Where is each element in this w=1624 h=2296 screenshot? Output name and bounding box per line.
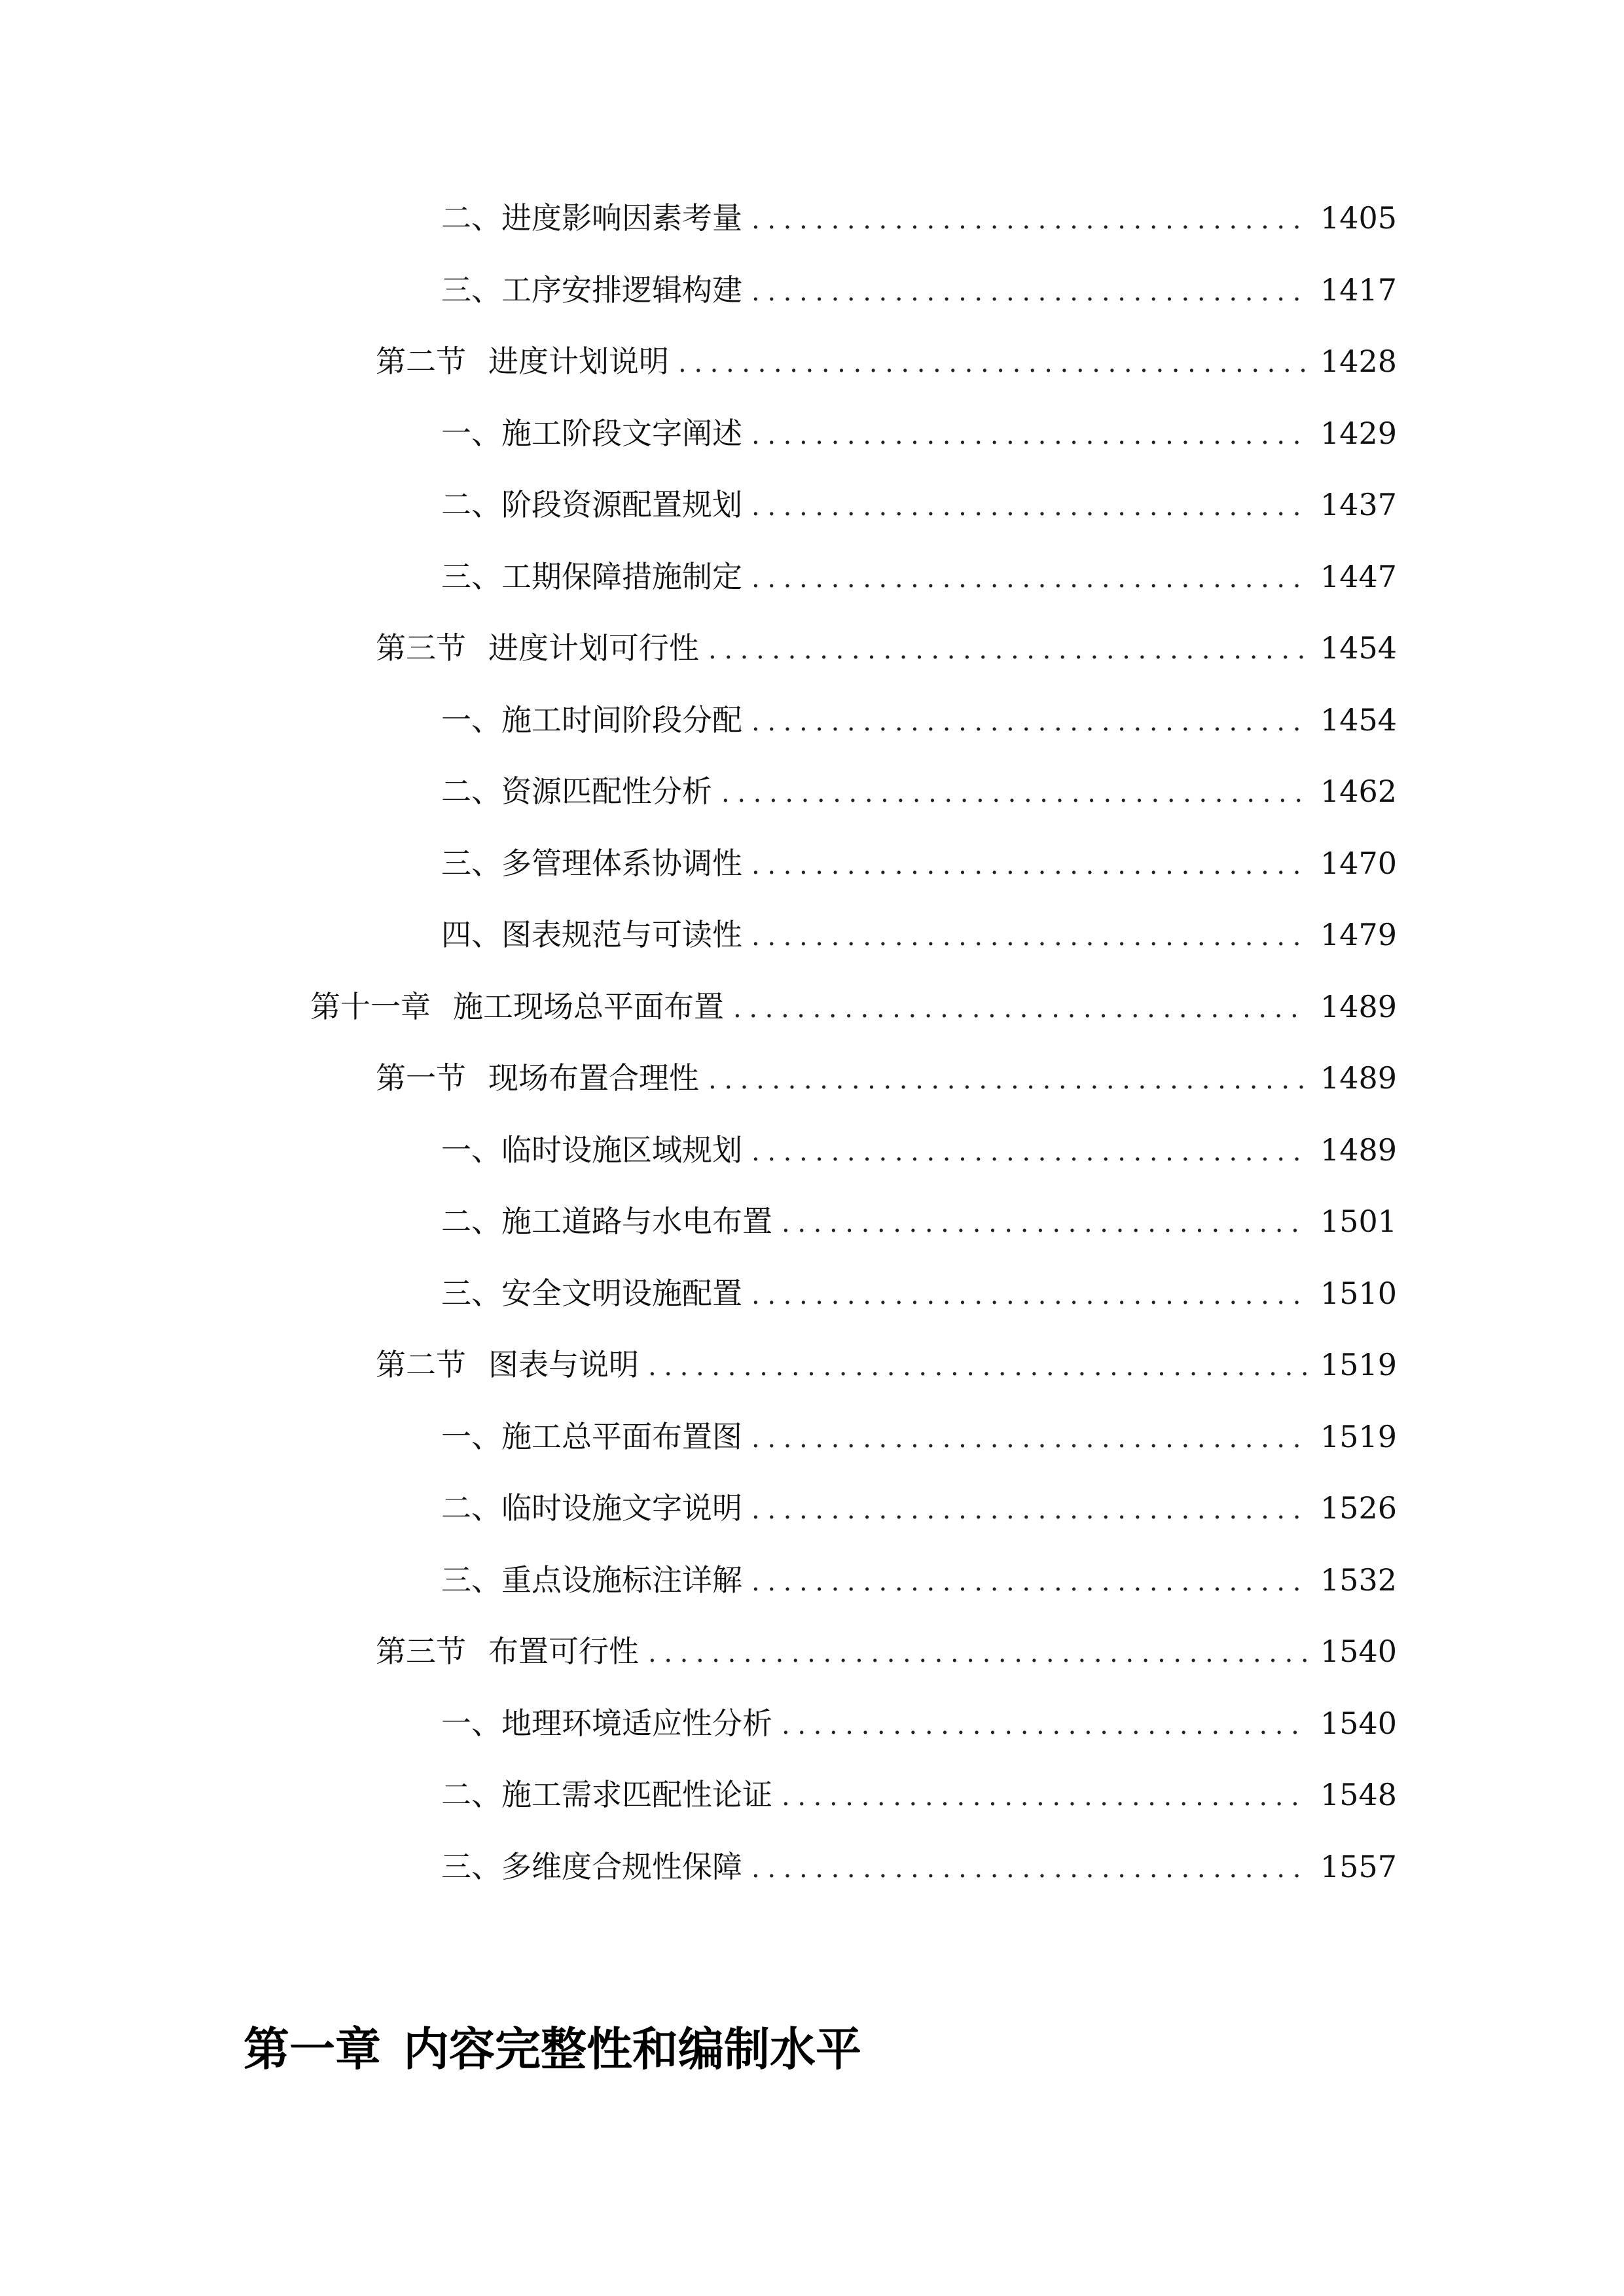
toc-entry-page: 1489 [1320,1060,1398,1096]
leader-dots [678,340,1308,386]
toc-entry-number: 一、 [441,416,501,451]
toc-entry-page: 1540 [1320,1634,1398,1669]
toc-entry-page: 1519 [1320,1347,1398,1382]
toc-entry-number: 二、 [441,1777,501,1812]
toc-entry[interactable] [441,840,1398,886]
leader-dots [721,770,1308,816]
toc-entry-title: 图表规范与可读性 [501,917,742,952]
toc-entry-title: 安全文明设施配置 [501,1276,742,1311]
toc-entry[interactable] [441,195,1398,241]
toc-entry-number: 一、 [441,1706,501,1741]
toc-entry-number: 二、 [441,1204,501,1239]
toc-entry[interactable] [441,1700,1398,1746]
toc-entry-number: 四、 [441,917,501,952]
toc-entry-title: 进度计划说明 [488,344,669,379]
toc-entry-title: 临时设施区域规划 [501,1132,742,1168]
toc-entry-page: 1510 [1320,1276,1398,1311]
chapter-title: 内容完整性和编制水平 [403,2022,861,2076]
toc-entry[interactable] [376,338,1398,384]
chapter-number: 第一章 [244,2022,381,2076]
toc-entry-number: 二、 [441,487,501,522]
toc-entry-page: 1454 [1320,702,1398,738]
leader-dots [751,1272,1308,1318]
toc-entry-title: 图表与说明 [488,1347,639,1382]
toc-entry-page: 1405 [1320,200,1398,236]
toc-entry-page: 1501 [1320,1204,1398,1239]
toc-entry-number: 一、 [441,1419,501,1454]
toc-entry-number: 一、 [441,1132,501,1168]
leader-dots [751,197,1308,243]
toc-entry-page: 1479 [1320,917,1398,952]
toc-entry-number: 二、 [441,200,501,236]
toc-entry-page: 1526 [1320,1490,1398,1526]
chapter-heading [244,2017,861,2082]
toc-entry-title: 阶段资源配置规划 [501,487,742,522]
toc-entry-title: 工期保障措施制定 [501,559,742,594]
leader-dots [648,1344,1308,1390]
leader-dots [751,842,1308,888]
leader-dots [751,1129,1308,1175]
toc-entry-number: 二、 [441,774,501,809]
toc-entry-title: 施工时间阶段分配 [501,702,742,738]
leader-dots [751,269,1308,315]
toc-entry-page: 1417 [1320,272,1398,308]
toc-entry-title: 现场布置合理性 [488,1060,699,1096]
toc-entry[interactable] [376,1055,1398,1101]
toc-entry-page: 1540 [1320,1706,1398,1741]
toc-entry[interactable] [441,1270,1398,1316]
toc-entry-title: 施工总平面布置图 [501,1419,742,1454]
toc-entry-number: 第二节 [376,1347,466,1382]
toc-entry-title: 施工需求匹配性论证 [501,1777,772,1812]
toc-entry[interactable] [441,1127,1398,1173]
toc-entry-title: 进度影响因素考量 [501,200,742,236]
toc-entry-page: 1454 [1320,630,1398,666]
leader-dots [648,1630,1308,1676]
toc-entry[interactable] [441,697,1398,743]
toc-entry-title: 施工现场总平面布置 [453,989,724,1024]
toc-entry[interactable] [441,1844,1398,1890]
toc-entry-number: 一、 [441,702,501,738]
toc-entry-page: 1489 [1320,1132,1398,1168]
toc-entry-number: 二、 [441,1490,501,1526]
toc-entry-number: 第三节 [376,1634,466,1669]
leader-dots [751,1559,1308,1605]
toc-entry-number: 三、 [441,272,501,308]
toc-entry-number: 第十一章 [310,989,431,1024]
leader-dots [751,484,1308,529]
toc-entry[interactable] [441,267,1398,313]
leader-dots [782,1702,1308,1748]
toc-entry[interactable] [441,912,1398,958]
toc-entry[interactable] [441,1485,1398,1531]
toc-entry-title: 施工阶段文字阐述 [501,416,742,451]
toc-entry-title: 施工道路与水电布置 [501,1204,772,1239]
toc-entry-page: 1548 [1320,1777,1398,1812]
toc-entry-title: 多维度合规性保障 [501,1849,742,1884]
toc-entry-page: 1428 [1320,344,1398,379]
toc-entry-number: 第二节 [376,344,466,379]
toc-entry-title: 资源匹配性分析 [501,774,712,809]
toc-entry[interactable] [441,1414,1398,1460]
leader-dots [751,914,1308,960]
leader-dots [733,986,1308,1031]
toc-entry-number: 第一节 [376,1060,466,1096]
toc-entry[interactable] [441,554,1398,600]
toc-entry-page: 1519 [1320,1419,1398,1454]
leader-dots [751,556,1308,601]
toc-entry-title: 布置可行性 [488,1634,639,1669]
toc-entry-number: 三、 [441,1562,501,1598]
toc-entry-title: 多管理体系协调性 [501,846,742,881]
toc-entry-number: 三、 [441,559,501,594]
toc-entry[interactable] [441,1772,1398,1818]
toc-entry-title: 工序安排逻辑构建 [501,272,742,308]
toc-entry-title: 进度计划可行性 [488,630,699,666]
leader-dots [751,412,1308,458]
toc-entry-number: 第三节 [376,630,466,666]
leader-dots [751,1846,1308,1892]
toc-entry-page: 1462 [1320,774,1398,809]
toc-entry[interactable] [441,1557,1398,1603]
toc-entry-number: 三、 [441,1276,501,1311]
leader-dots [751,699,1308,745]
toc-entry-page: 1489 [1320,989,1398,1024]
toc-entry-number: 三、 [441,846,501,881]
toc-entry-page: 1557 [1320,1849,1398,1884]
toc-entry-title: 地理环境适应性分析 [501,1706,772,1741]
toc-entry[interactable] [441,482,1398,528]
toc-entry-page: 1532 [1320,1562,1398,1598]
leader-dots [708,627,1308,673]
leader-dots [782,1200,1308,1246]
toc-entry-title: 重点设施标注详解 [501,1562,742,1598]
toc-entry[interactable] [310,984,1398,1030]
toc-entry-number: 三、 [441,1849,501,1884]
toc-entry[interactable] [441,768,1398,814]
toc-entry[interactable] [376,1342,1398,1388]
toc-entry-page: 1437 [1320,487,1398,522]
toc-entry-title: 临时设施文字说明 [501,1490,742,1526]
leader-dots [751,1487,1308,1533]
toc-entry-page: 1429 [1320,416,1398,451]
toc-entry[interactable] [376,625,1398,671]
toc-entry-page: 1470 [1320,846,1398,881]
toc-entry[interactable] [441,410,1398,456]
leader-dots [751,1416,1308,1462]
toc-entry[interactable] [441,1198,1398,1244]
leader-dots [782,1774,1308,1820]
toc-entry-page: 1447 [1320,559,1398,594]
toc-entry[interactable] [376,1628,1398,1674]
leader-dots [708,1057,1308,1103]
